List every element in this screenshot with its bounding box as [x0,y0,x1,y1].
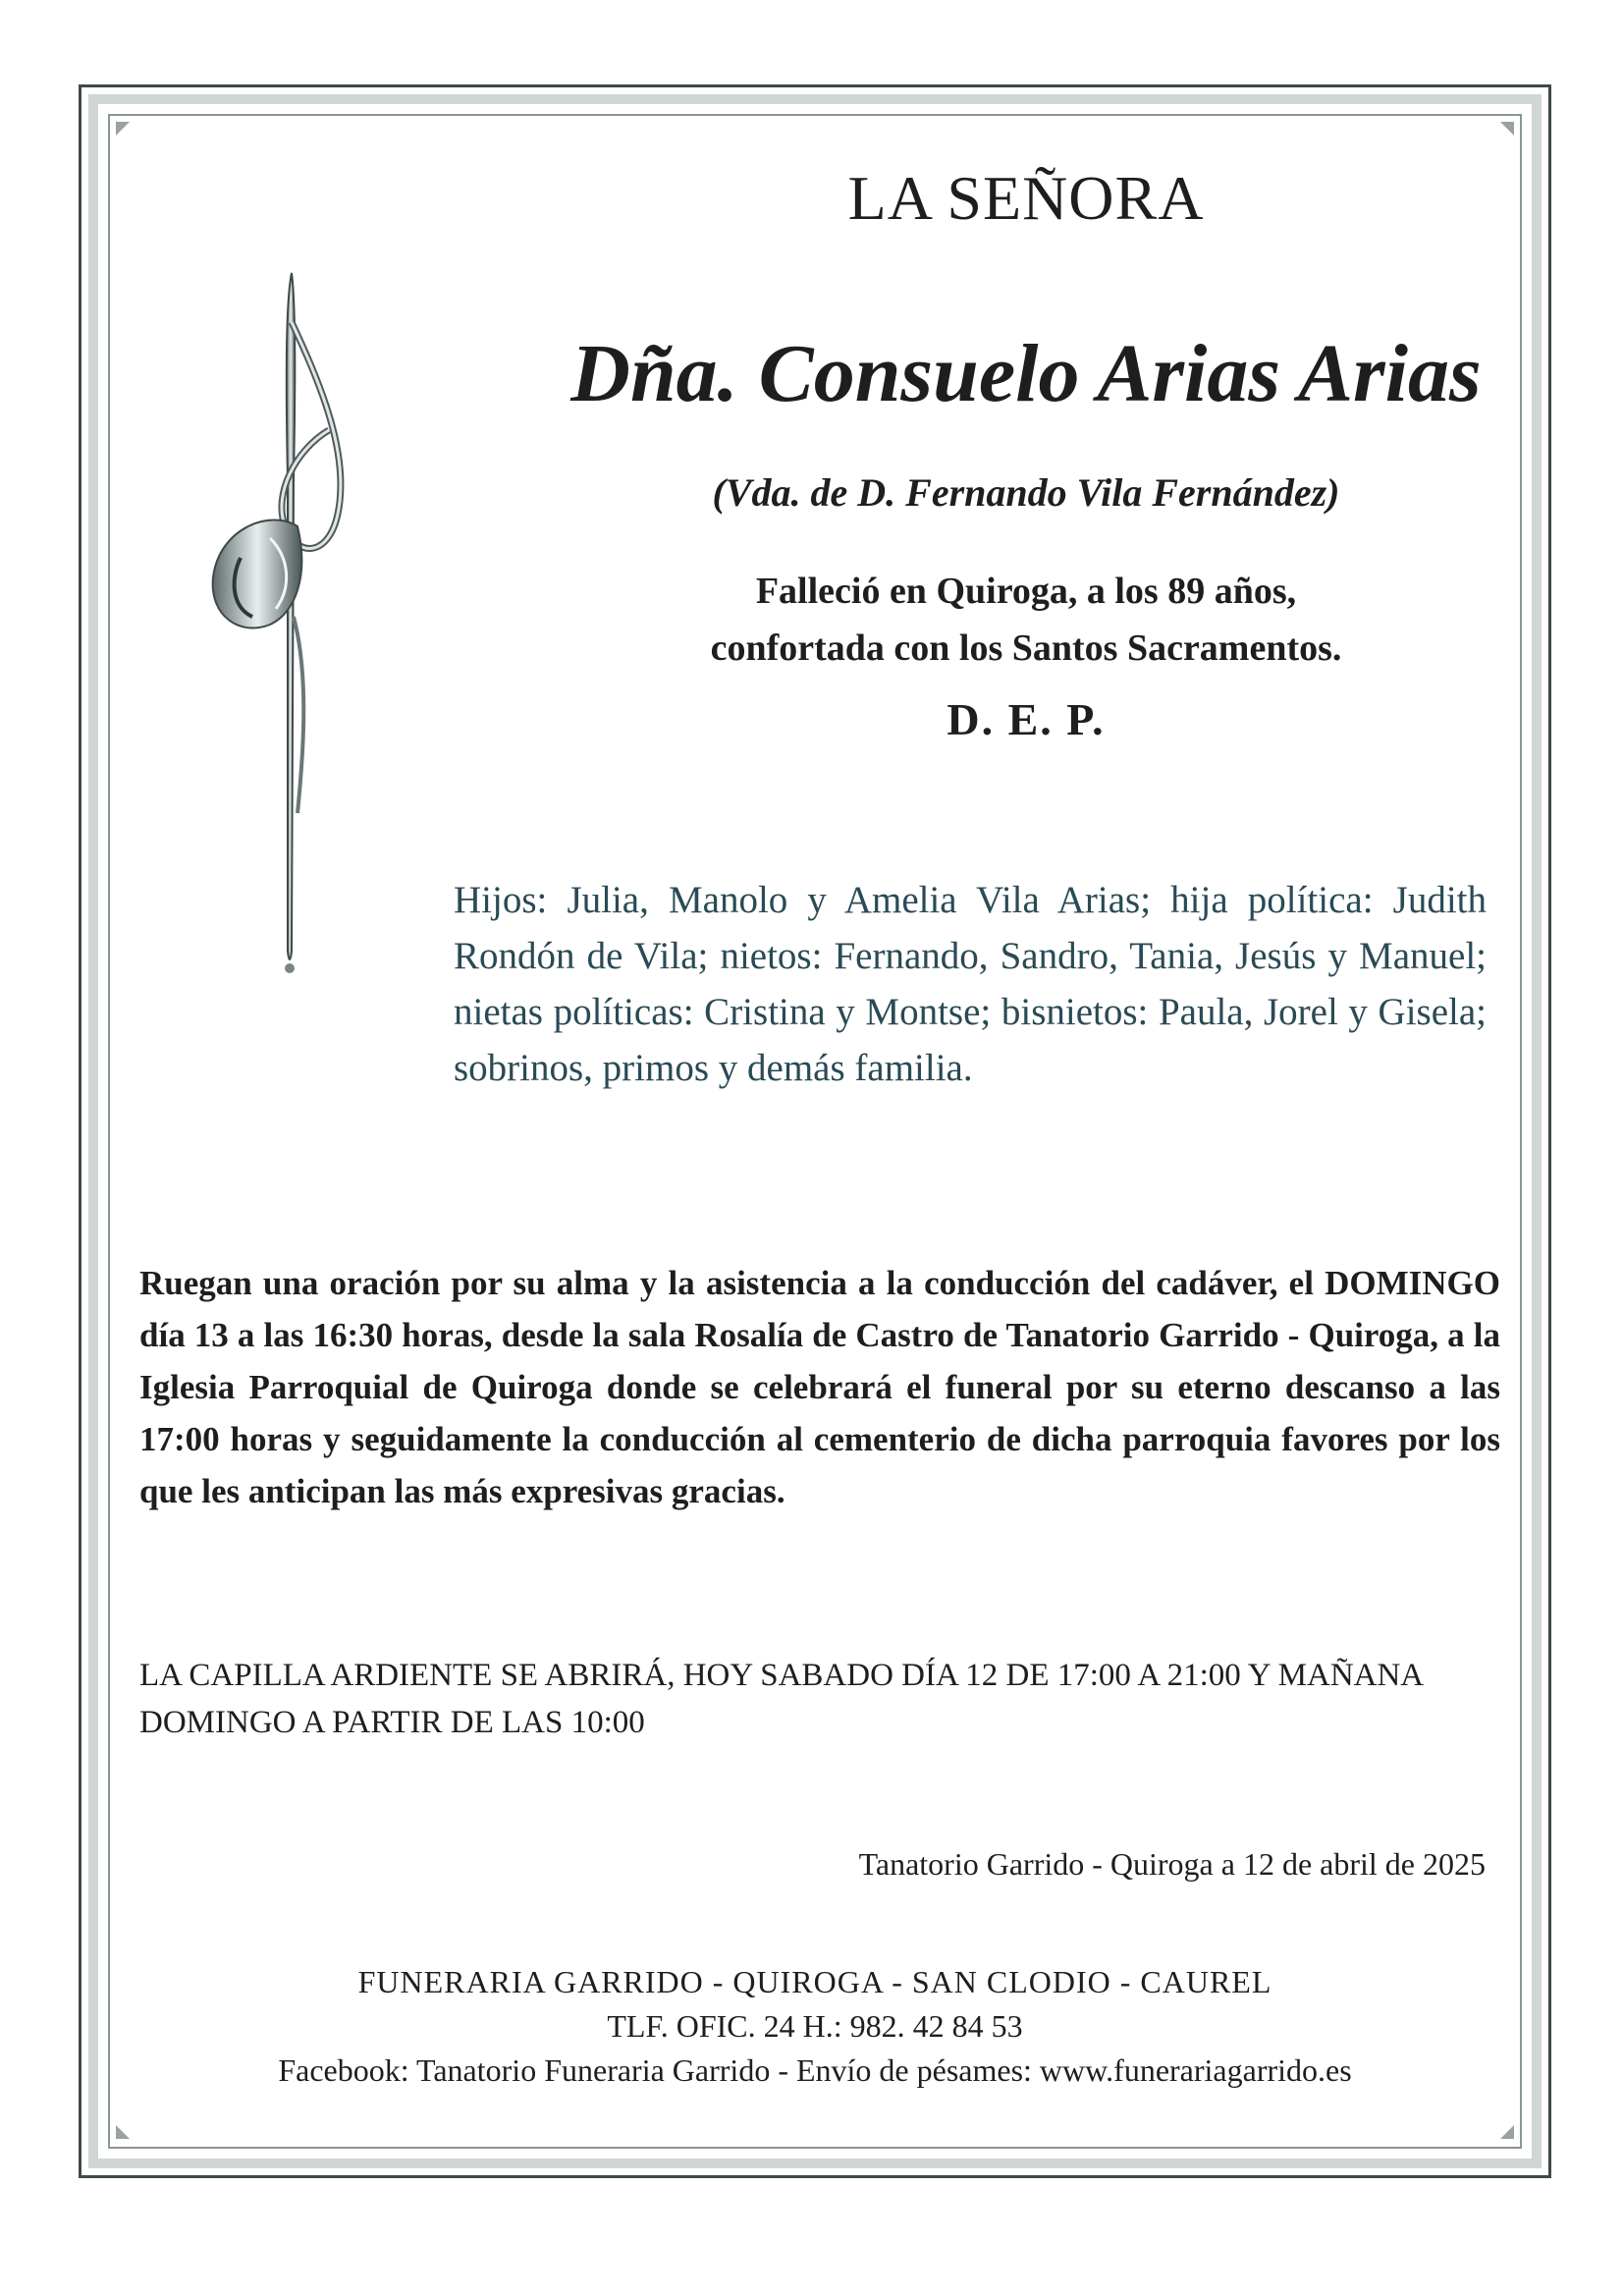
deceased-name: Dña. Consuelo Arias Arias [570,328,1482,419]
widow-of: (Vda. de D. Fernando Vila Fernández) [712,470,1340,515]
rest-in-peace: D. E. P. [947,694,1106,744]
cross-with-ribbon-icon [201,263,368,990]
corner-ornament-bottom-left [116,2125,130,2139]
dateline: Tanatorio Garrido - Quiroga a 12 de abril de 2025 [858,1846,1486,1882]
funeral-home-name: FUNERARIA GARRIDO - QUIROGA - SAN CLODIO - CAUREL [357,1964,1272,1999]
corner-ornament-bottom-right [1500,2125,1514,2139]
heading: LA SEÑORA [847,163,1205,233]
family-list: Hijos: Julia, Manolo y Amelia Vila Arias; hija política: Judith Rondón de Vila; nietos: Fernando, Sandro, Tania, Jesús y Manuel; nietas políticas: Cristina y Montse; bisnietos: Paula, Jorel y Gisela; sobrinos, primos y demás familia. [454,879,1487,1089]
funeral-home-phone: TLF. OFIC. 24 H.: 982. 42 84 53 [607,2008,1023,2044]
death-info-line-2: confortada con los Santos Sacramentos. [710,628,1342,669]
chapel-hours: LA CAPILLA ARDIENTE SE ABRIRÁ, HOY SABADO DÍA 12 DE 17:00 A 21:00 Y MAÑANA DOMINGO A PARTIR DE LAS 10:00 [139,1658,1423,1740]
funeral-home-contact: Facebook: Tanatorio Funeraria Garrido - Envío de pésames: www.funerariagarrido.es [278,2052,1352,2088]
corner-ornament-top-right [1500,122,1514,136]
death-info-line-1: Falleció en Quiroga, a los 89 años, [755,571,1297,612]
corner-ornament-top-left [116,122,130,136]
prayer-request: Ruegan una oración por su alma y la asistencia a la conducción del cadáver, el DOMINGO día 13 a las 16:30 horas, desde la sala Rosalía de Castro de Tanatorio Garrido - Quiroga, a la Iglesia Parroquial de Quiroga donde se celebrará el funeral por su eterno descanso a las 17:00 horas y seguidamente la conducción al cementerio de dicha parroquia favores por los que les anticipan las más expresivas gracias. [139,1264,1500,1510]
